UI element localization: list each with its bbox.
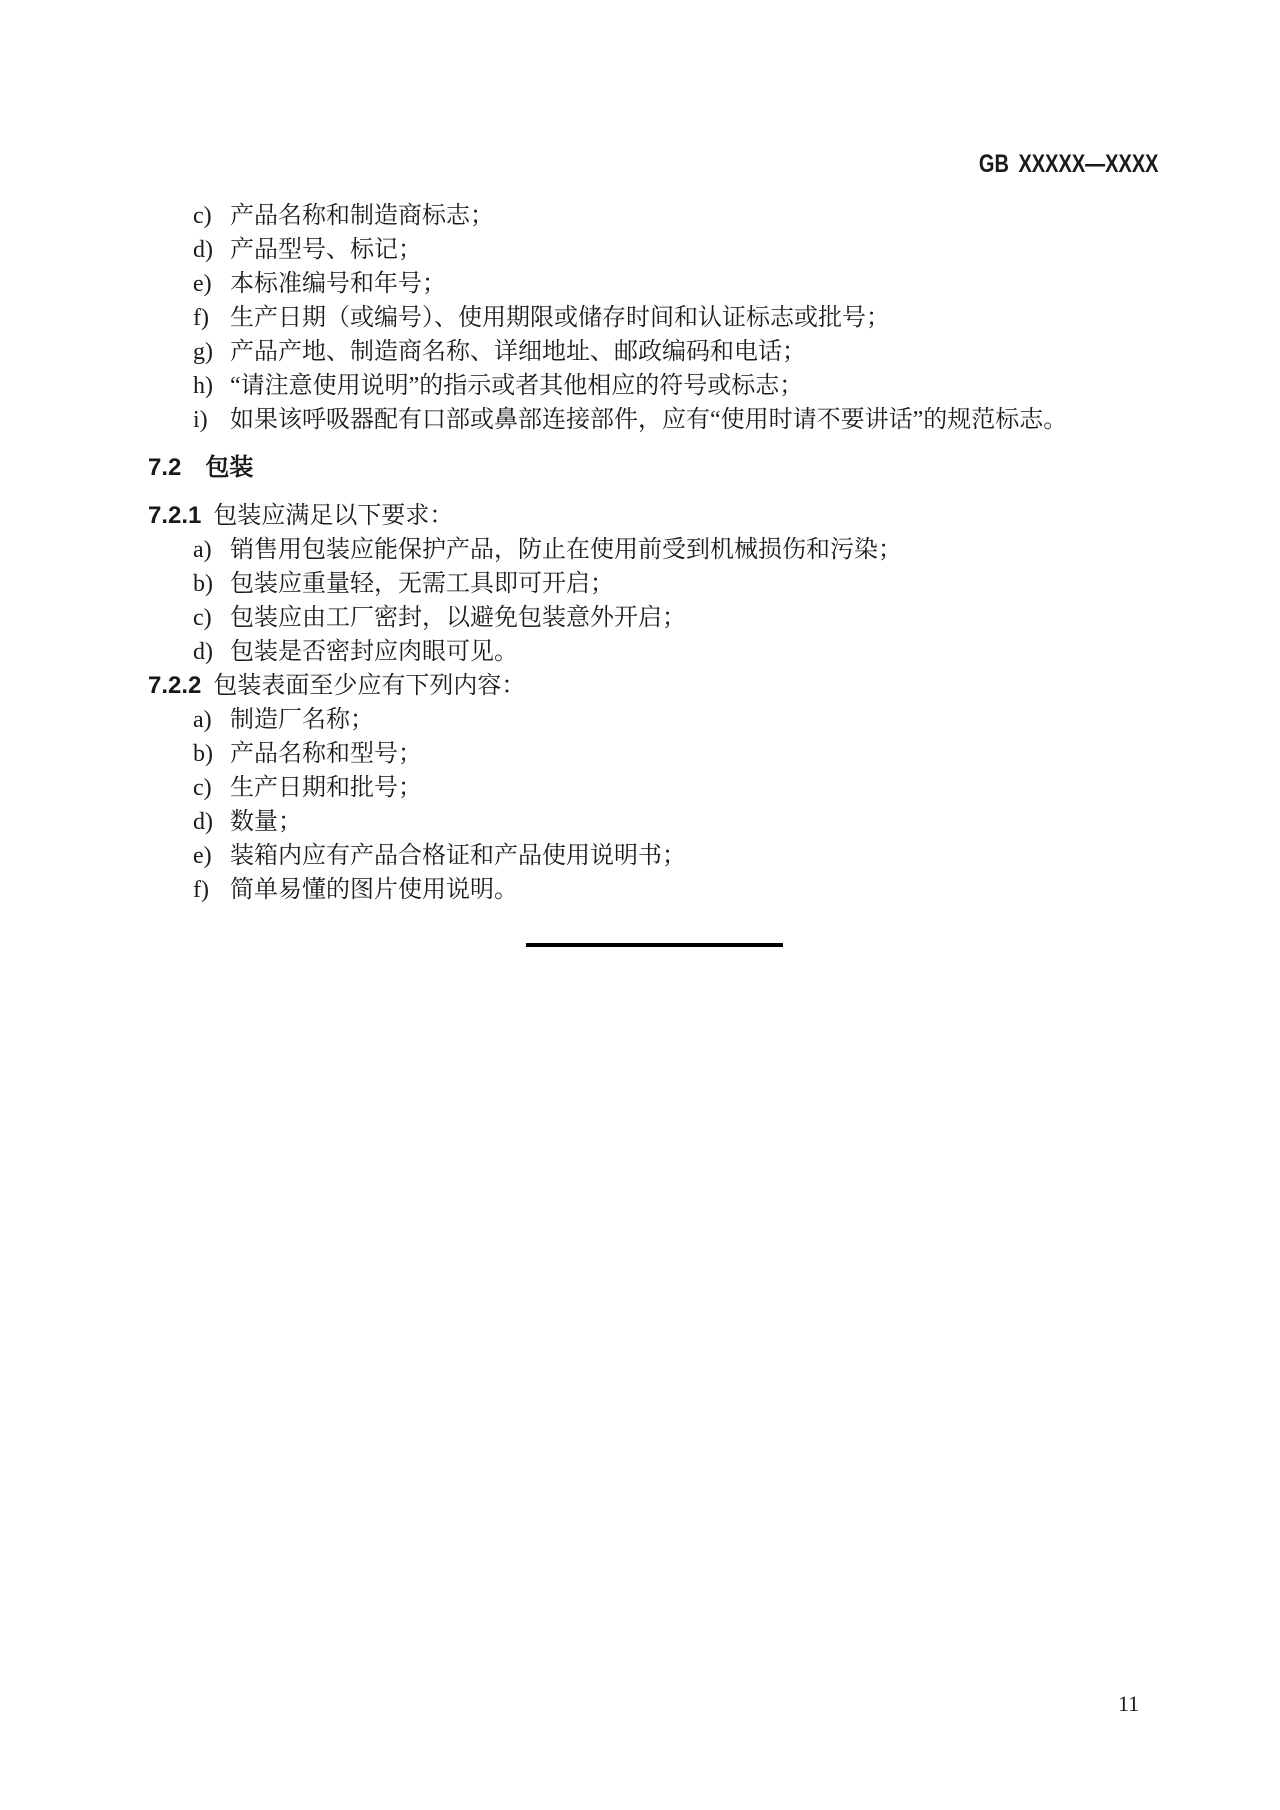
list-item-marker: b) [193, 741, 213, 767]
list-item-marker: d) [193, 237, 213, 263]
list-item-text: 产品名称和型号； [230, 741, 422, 767]
list-item-marker: e) [193, 271, 212, 297]
list-item-marker: c) [193, 775, 212, 801]
list-item-text: 销售用包装应能保护产品，防止在使用前受到机械损伤和污染； [230, 537, 902, 563]
list-item [148, 703, 1098, 737]
list-item-marker: e) [193, 843, 212, 869]
list-item-text: 生产日期（或编号）、使用期限或储存时间和认证标志或批号； [230, 305, 890, 331]
list-item-text: 数量； [230, 809, 302, 835]
list-item-text: 产品型号、标记； [230, 237, 422, 263]
list-item-text: 生产日期和批号； [230, 775, 422, 801]
clause-7-2-2 [148, 669, 1098, 703]
list-item [148, 601, 1098, 635]
list-item [148, 873, 1098, 907]
section-title: 包装 [205, 454, 254, 481]
clause-number: 7.2.2 [148, 672, 202, 699]
list-item-marker: b) [193, 571, 213, 597]
list-item [148, 335, 1098, 369]
list-item-marker: c) [193, 605, 212, 631]
clause-text: 包装表面至少应有下列内容： [213, 673, 526, 699]
clause-text: 包装应满足以下要求： [213, 503, 454, 529]
list-item-marker: f) [193, 877, 209, 903]
list-item-marker: d) [193, 809, 213, 835]
list-item [148, 567, 1098, 601]
section-heading-7-2 [148, 451, 1098, 485]
list-item [148, 635, 1098, 669]
list-item [148, 839, 1098, 873]
list-item-marker: a) [193, 537, 212, 563]
list-item-marker: d) [193, 639, 213, 665]
list-item [148, 233, 1098, 267]
list-item-marker: g) [193, 339, 213, 365]
list-item-marker: c) [193, 203, 212, 229]
list-item-text: 包装应由工厂密封，以避免包装意外开启； [230, 605, 686, 631]
list-item-text: 包装应重量轻，无需工具即可开启； [230, 571, 614, 597]
document-body [148, 199, 1098, 947]
page-number: 11 [1118, 1691, 1140, 1716]
clause-number: 7.2.1 [148, 502, 202, 529]
section-number: 7.2 [148, 454, 182, 481]
list-item-text: 简单易懂的图片使用说明。 [230, 877, 518, 903]
list-item-text: 制造厂名称； [230, 707, 374, 733]
list-item [148, 533, 1098, 567]
clause-7-2-1 [148, 499, 1098, 533]
list-item-text: 如果该呼吸器配有口部或鼻部连接部件，应有“使用时请不要讲话”的规范标志。 [230, 407, 1068, 433]
list-item-marker: f) [193, 305, 209, 331]
list-item-marker: a) [193, 707, 212, 733]
list-item-text: 装箱内应有产品合格证和产品使用说明书； [230, 843, 686, 869]
list-item [148, 403, 1098, 437]
list-item-text: 产品产地、制造商名称、详细地址、邮政编码和电话； [230, 339, 806, 365]
list-item-text: “请注意使用说明”的指示或者其他相应的符号或标志； [230, 373, 804, 399]
list-item [148, 267, 1098, 301]
list-item [148, 805, 1098, 839]
list-item-text: 本标准编号和年号； [230, 271, 446, 297]
end-of-document-rule [526, 943, 783, 947]
list-item [148, 199, 1098, 233]
list-item-text: 产品名称和制造商标志； [230, 203, 494, 229]
list-item [148, 771, 1098, 805]
list-item [148, 737, 1098, 771]
list-item [148, 369, 1098, 403]
standard-code-header: GB XXXXX—XXXX [979, 150, 1159, 178]
list-item [148, 301, 1098, 335]
list-item-marker: i) [193, 407, 208, 433]
list-item-text: 包装是否密封应肉眼可见。 [230, 639, 518, 665]
list-item-marker: h) [193, 373, 213, 399]
